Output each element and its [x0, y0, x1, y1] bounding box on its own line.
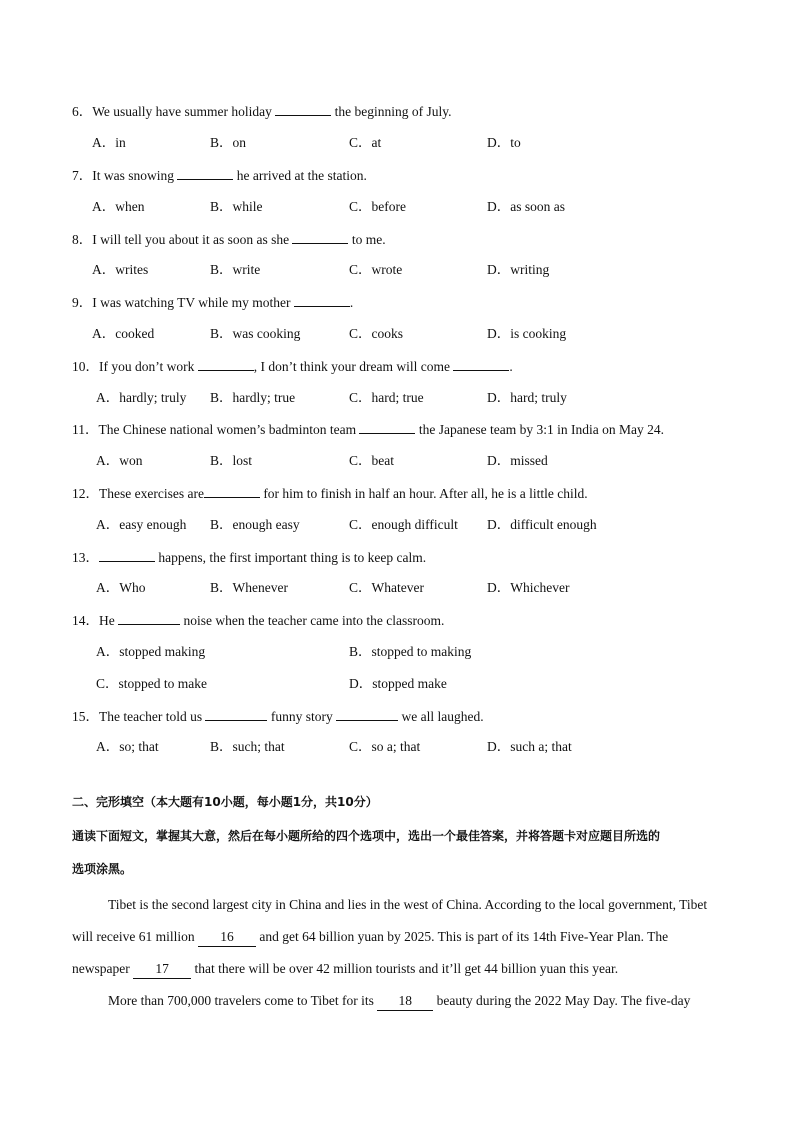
option-a[interactable]: A．when	[92, 199, 145, 214]
option-a[interactable]: A．hardly; truly	[96, 390, 187, 405]
option-d[interactable]: D．to	[487, 135, 521, 150]
option-c[interactable]: C．enough difficult	[349, 517, 458, 532]
option-b[interactable]: B．on	[210, 135, 247, 150]
option-b[interactable]: B．stopped to making	[349, 644, 472, 659]
question-7	[72, 166, 367, 185]
passage-line: Tibet is the second largest city in China and lies in the west of China. According to the local government, Tibet	[108, 897, 708, 912]
option-a[interactable]: A．easy enough	[96, 517, 187, 532]
option-b[interactable]: B．write	[210, 262, 261, 277]
answer-blank	[177, 166, 233, 180]
answer-blank	[294, 293, 350, 307]
option-c[interactable]: C．hard; true	[349, 390, 424, 405]
options-10	[96, 389, 736, 407]
answer-blank	[336, 707, 398, 721]
question-10	[72, 357, 513, 376]
passage-text: beauty during the 2022 May Day. The five-day	[433, 993, 691, 1008]
options-7	[92, 198, 732, 216]
question-text: 10．If you don’t work	[72, 359, 198, 374]
question-text: happens, the first important thing is to keep calm.	[155, 550, 427, 565]
question-text: to me.	[348, 232, 386, 247]
section-title: 二、完形填空（本大题有10小题，每小题1分，共10分）	[72, 795, 378, 809]
option-a[interactable]: A．in	[92, 135, 126, 150]
option-b[interactable]: B．lost	[210, 453, 253, 468]
answer-blank	[198, 357, 254, 371]
answer-blank	[453, 357, 509, 371]
option-a[interactable]: A．cooked	[92, 326, 155, 341]
option-c[interactable]: C．wrote	[349, 262, 403, 277]
question-text: 12．These exercises are	[72, 486, 204, 501]
passage-text: that there will be over 42 million tourists and it’ll get 44 billion yuan this year.	[191, 961, 619, 976]
question-text: the beginning of July.	[331, 104, 452, 119]
option-a[interactable]: A．stopped making	[96, 644, 206, 659]
option-a[interactable]: A．so; that	[96, 739, 159, 754]
option-d[interactable]: D．missed	[487, 453, 548, 468]
option-b[interactable]: B．Whenever	[210, 580, 288, 595]
question-text: 15．The teacher told us	[72, 709, 206, 724]
question-text: , I don’t think your dream will come	[253, 359, 454, 374]
answer-blank	[359, 420, 415, 434]
question-8	[72, 230, 386, 249]
question-text: 6．We usually have summer holiday	[72, 104, 276, 119]
option-c[interactable]: C．stopped to make	[96, 676, 207, 691]
option-c[interactable]: C．at	[349, 135, 382, 150]
question-12	[72, 484, 588, 503]
option-c[interactable]: C．so a; that	[349, 739, 421, 754]
option-d[interactable]: D．writing	[487, 262, 550, 277]
option-a[interactable]: A．writes	[92, 262, 149, 277]
option-b[interactable]: B．was cooking	[210, 326, 301, 341]
option-c[interactable]: C．cooks	[349, 326, 403, 341]
blank-number: 18	[377, 992, 433, 1011]
options-11	[96, 452, 736, 470]
options-14-row2	[96, 675, 736, 693]
answer-blank	[99, 548, 155, 562]
option-d[interactable]: D．stopped make	[349, 676, 447, 691]
option-d[interactable]: D．such a; that	[487, 739, 572, 754]
options-8	[92, 261, 732, 279]
question-11	[72, 420, 664, 439]
option-c[interactable]: C．Whatever	[349, 580, 424, 595]
question-text: .	[349, 295, 354, 310]
answer-blank	[292, 230, 348, 244]
question-6	[72, 102, 451, 121]
passage-text: will receive 61 million	[72, 929, 198, 944]
question-text: 11．The Chinese national women’s badminton team	[72, 422, 360, 437]
option-b[interactable]: B．hardly; true	[210, 390, 296, 405]
question-text: 14．He	[72, 613, 119, 628]
passage-line	[72, 928, 722, 947]
option-d[interactable]: D．hard; truly	[487, 390, 567, 405]
question-text: we all laughed.	[398, 709, 484, 724]
passage-line	[108, 992, 758, 1011]
question-15	[72, 707, 484, 726]
question-text: funny story	[267, 709, 337, 724]
question-text: 13．	[72, 550, 99, 565]
option-a[interactable]: A．won	[96, 453, 143, 468]
option-b[interactable]: B．such; that	[210, 739, 285, 754]
passage-line	[72, 960, 722, 979]
option-d[interactable]: D．as soon as	[487, 199, 565, 214]
passage-text: More than 700,000 travelers come to Tibet for its	[108, 993, 378, 1008]
answer-blank	[204, 484, 260, 498]
question-text: he arrived at the station.	[233, 168, 367, 183]
question-text: .	[509, 359, 513, 374]
option-c[interactable]: C．before	[349, 199, 406, 214]
option-d[interactable]: D．Whichever	[487, 580, 570, 595]
answer-blank	[118, 611, 180, 625]
section-instruction: 选项涂黑。	[72, 862, 133, 876]
question-text: 9．I was watching TV while my mother	[72, 295, 294, 310]
question-14	[72, 611, 444, 630]
question-13	[72, 548, 426, 567]
options-6	[92, 134, 732, 152]
question-text: 7．It was snowing	[72, 168, 178, 183]
question-9	[72, 293, 353, 312]
option-b[interactable]: B．enough easy	[210, 517, 300, 532]
blank-number: 17	[133, 960, 191, 979]
passage-text: and get 64 billion yuan by 2025. This is part of its 14th Five-Year Plan. The	[255, 929, 669, 944]
passage-text: newspaper	[72, 961, 134, 976]
options-12	[96, 516, 736, 534]
options-13	[96, 579, 736, 597]
option-c[interactable]: C．beat	[349, 453, 394, 468]
answer-blank	[275, 102, 331, 116]
question-text: for him to finish in half an hour. After all, he is a little child.	[259, 486, 588, 501]
question-text: noise when the teacher came into the classroom.	[180, 613, 445, 628]
options-9	[92, 325, 732, 343]
question-text: 8．I will tell you about it as soon as she	[72, 232, 293, 247]
section-instruction: 通读下面短文，掌握其大意，然后在每小题所给的四个选项中，选出一个最佳答案，并将答题卡对应题目所选的	[72, 829, 661, 843]
option-a[interactable]: A．Who	[96, 580, 146, 595]
option-d[interactable]: D．difficult enough	[487, 517, 597, 532]
option-d[interactable]: D．is cooking	[487, 326, 567, 341]
answer-blank	[205, 707, 267, 721]
question-text: the Japanese team by 3:1 in India on May 24.	[415, 422, 665, 437]
options-15	[96, 738, 736, 756]
options-14-row1	[96, 643, 736, 661]
option-b[interactable]: B．while	[210, 199, 263, 214]
blank-number: 16	[198, 928, 256, 947]
